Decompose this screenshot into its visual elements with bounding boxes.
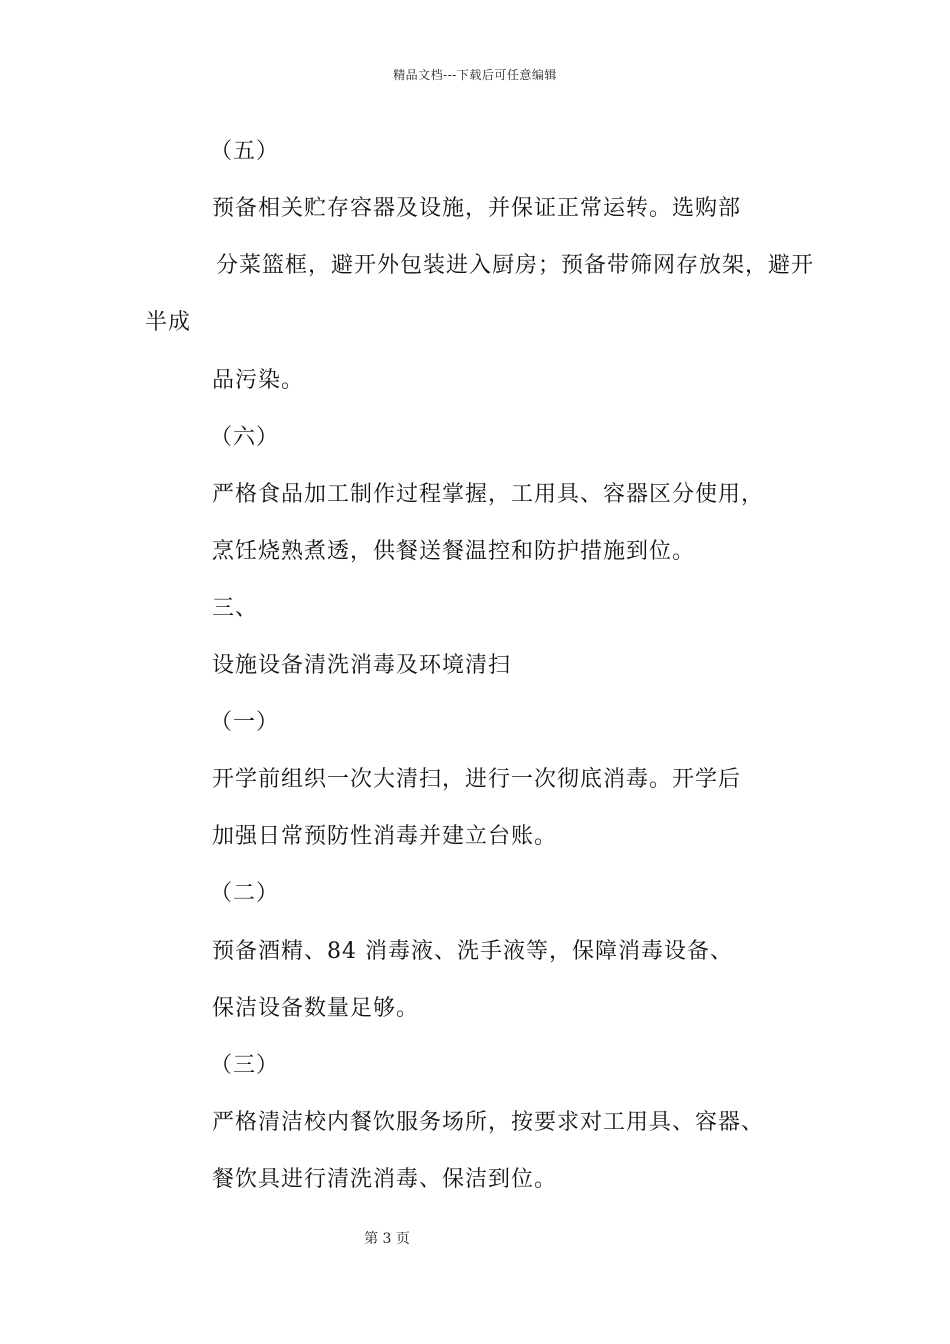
paragraph-line: 开学前组织一次大清扫，进行一次彻底消毒。开学后 bbox=[212, 767, 742, 792]
section-marker-5: （五） bbox=[210, 139, 280, 164]
paragraph-line: 餐饮具进行清洗消毒、保洁到位。 bbox=[212, 1167, 558, 1192]
section-marker-1: （一） bbox=[210, 710, 280, 735]
paragraph-line: 预备酒精、84 消毒液、洗手液等，保障消毒设备、 bbox=[212, 939, 733, 964]
paragraph-line: 半成 bbox=[145, 310, 192, 335]
page-header: 精品文档---下载后可任意编辑 bbox=[393, 68, 557, 82]
paragraph-line: 分菜篮框，避开外包装进入厨房；预备带筛网存放架，避开 bbox=[216, 253, 815, 278]
paragraph-line: 烹饪烧熟煮透，供餐送餐温控和防护措施到位。 bbox=[212, 539, 696, 564]
section-heading-title: 设施设备清洗消毒及环境清扫 bbox=[212, 653, 512, 678]
paragraph-line: 预备相关贮存容器及设施，并保证正常运转。选购部 bbox=[212, 196, 742, 221]
page-number: 第 3 页 bbox=[364, 1231, 410, 1247]
paragraph-line: 严格食品加工制作过程掌握，工用具、容器区分使用， bbox=[212, 482, 765, 507]
section-marker-6: （六） bbox=[210, 425, 280, 450]
paragraph-line: 加强日常预防性消毒并建立台账。 bbox=[212, 824, 558, 849]
paragraph-line: 保洁设备数量足够。 bbox=[212, 996, 420, 1021]
section-marker-2: （二） bbox=[210, 881, 280, 906]
section-marker-3: （三） bbox=[210, 1053, 280, 1078]
paragraph-line: 品污染。 bbox=[212, 368, 305, 393]
section-heading-number: 三、 bbox=[212, 596, 259, 621]
paragraph-line: 严格清洁校内餐饮服务场所，按要求对工用具、容器、 bbox=[212, 1110, 765, 1135]
